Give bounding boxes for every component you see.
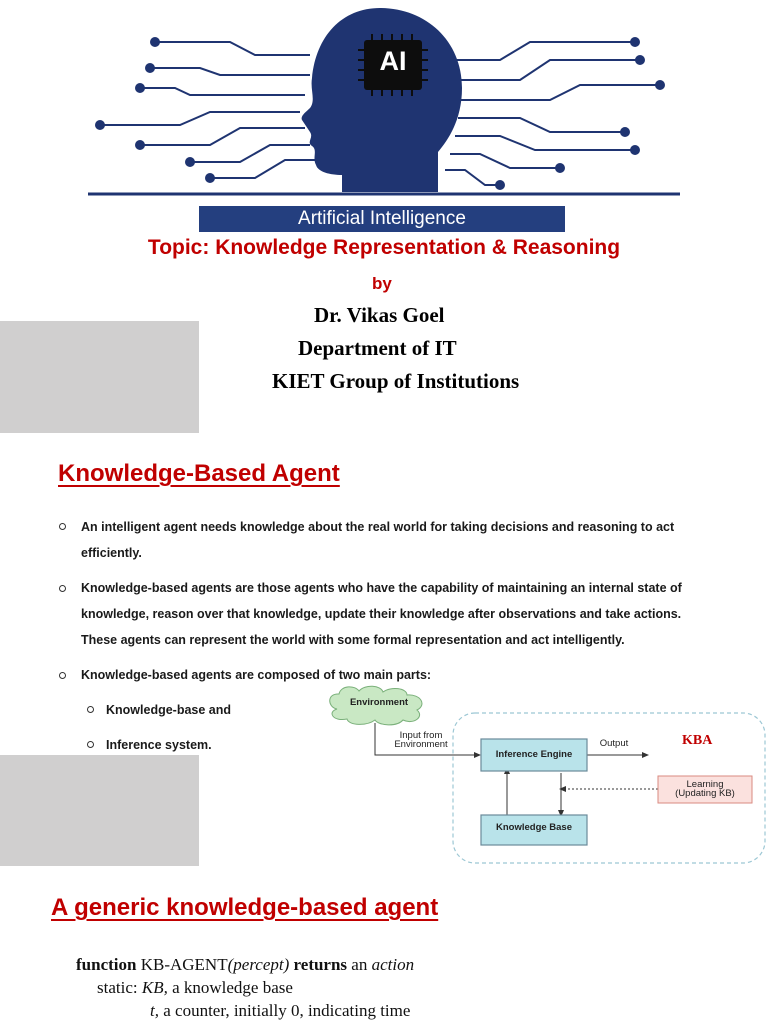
code-kb-var: KB, [141,978,168,997]
author-name: Dr. Vikas Goel [314,303,445,327]
diagram-inference-engine: Inference Engine [495,749,573,760]
sub-bullet-circle [87,706,94,713]
bullet-text-1: An intelligent agent needs knowledge about the real world for taking decisions and reasoning to act efficiently. [81,520,675,560]
code-line-2 [97,978,293,998]
diagram-output: Output [599,738,629,749]
diagram-kba: KBA [682,733,713,748]
bullet-circle [59,672,66,679]
section-heading-knowledge-based-agent: Knowledge-Based Agent [58,460,340,487]
sub-bullet-circle [87,741,94,748]
bullet-circle [59,585,66,592]
bullet-circle [59,523,66,530]
department-name: Department of IT [298,336,457,360]
sub-bullet-text-2: Inference system. [106,738,212,752]
code-line-1 [76,955,414,975]
diagram-input-label-2: Environment [394,739,448,750]
section-heading-generic-agent: A generic knowledge-based agent [51,894,439,921]
code-kb-desc: a knowledge base [172,978,293,997]
kba-diagram [325,685,768,870]
bullet-text-3: Knowledge-based agents are composed of two main parts: [81,668,432,682]
diagram-knowledge-base: Knowledge Base [495,822,573,833]
by-label: by [372,274,392,293]
diagram-environment: Environment [349,697,409,708]
diagram-input-label-1: Input from [399,730,443,741]
code-static-label: static: [97,978,138,997]
diagram-learning-1: Learning [686,779,724,790]
sub-bullet-text-1: Knowledge-base and [106,703,232,717]
bullet-text-2: Knowledge-based agents are those agents who have the capability of maintaining an internal state of knowledge, reason over that knowledge, update their knowledge after observations and take actions. These agents can represent the world with some formal representation and act intelligently. [81,581,682,647]
banner-title: Artificial Intelligence [199,206,565,232]
code-function-name: KB-AGENT [140,955,228,974]
code-param: (percept) [227,955,290,974]
code-t-var: t, [150,1001,159,1020]
code-line-3 [150,1001,410,1021]
code-return-type: action [371,955,415,974]
code-t-desc: a counter, initially 0, indicating time [163,1001,411,1020]
code-keyword-returns: returns [293,955,348,974]
code-an: an [351,955,368,974]
topic-title: Topic: Knowledge Representation & Reasoning [147,236,621,259]
institution-name: KIET Group of Institutions [272,369,520,393]
ai-head-logo [80,0,690,200]
code-keyword-function: function [76,955,137,974]
diagram-learning-2: (Updating KB) [675,788,735,799]
ai-chip-label: AI [379,46,407,76]
gray-placeholder-bottom [0,755,199,866]
gray-placeholder-top [0,321,199,433]
